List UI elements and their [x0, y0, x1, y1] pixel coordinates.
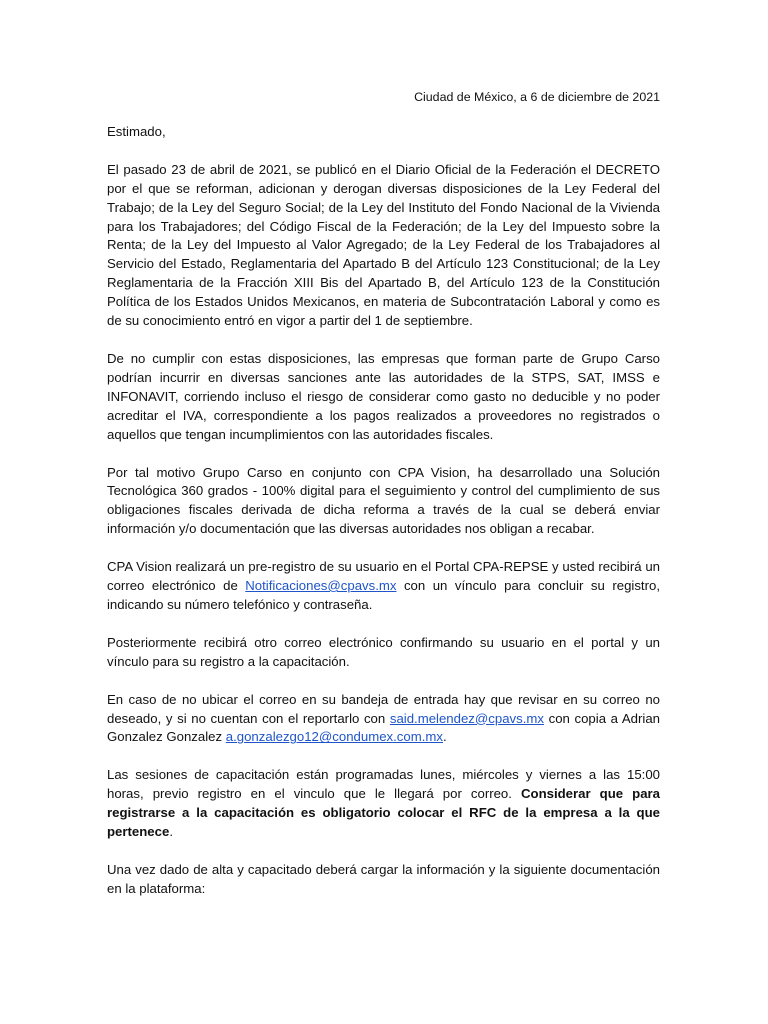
paragraph-capacitacion: [107, 766, 660, 842]
paragraph-contacto-text-3: .: [442, 729, 447, 745]
paragraph-confirmacion: Posteriormente recibirá otro correo electrónico confirmando su usuario en el portal y un vínculo para su registro a la capacitación.: [107, 634, 660, 669]
paragraph-preregistro-text-1: CPA Vision realizará un pre-registro de su usuario en el Portal CPA-REPSE y usted recibirá un correo electrónico de: [107, 559, 660, 594]
paragraph-preregistro: [107, 558, 660, 615]
paragraph-contacto: [107, 691, 660, 748]
paragraph-contacto-text-2: con copia a Adrian Gonzalez Gonzalez: [107, 710, 661, 745]
said-melendez-email-link[interactable]: said.melendez@cpavs.mx: [389, 710, 544, 726]
notificaciones-email-link[interactable]: Notificaciones@cpavs.mx: [245, 578, 397, 594]
letter-date: Ciudad de México, a 6 de diciembre de 2021: [414, 90, 660, 104]
paragraph-sanciones: De no cumplir con estas disposiciones, las empresas que forman parte de Grupo Carso podrían incurrir en diversas sanciones ante las autoridades de la STPS, SAT, IMSS e INFONAVIT, corriendo incluso el riesgo de considerar como gasto no deducible y no poder acreditar el IVA, correspondiente a los pagos realizados a proveedores no registrados o aquellos que tengan incumplimientos con las autoridades fiscales.: [107, 350, 660, 442]
paragraph-solucion: Por tal motivo Grupo Carso en conjunto con CPA Vision, ha desarrollado una Solución Tecnológica 360 grados - 100% digital para el seguimiento y control del cumplimiento de sus obligaciones fiscales derivada de dicha reforma a través de la cual se deberá enviar información y/o documentación que las diversas autoridades nos obligan a recabar.: [107, 464, 660, 537]
paragraph-contacto-text-1: En caso de no ubicar el correo en su bandeja de entrada hay que revisar en su correo no deseado, y si no cuentan con el reportarlo con: [107, 691, 660, 726]
paragraph-decreto: El pasado 23 de abril de 2021, se publicó en el Diario Oficial de la Federación el DECRETO por el que se reforman, adicionan y derogan diversas disposiciones de la Ley Federal del Trabajo; de la Ley del Seguro Social; de la Ley del Instituto del Fondo Nacional de la Vivienda para los Trabajadores; del Código Fiscal de la Federación; de la Ley del Impuesto sobre la Renta; de la Ley del Impuesto al Valor Agregado; de la Ley Federal de los Trabajadores al Servicio del Estado, Reglamentaria del Apartado B del Artículo 123 Constitucional; de la Ley Reglamentaria de la Fracción XIII Bis del Apartado B, del Artículo 123 de la Constitución Política de los Estados Unidos Mexicanos, en materia de Subcontratación Laboral y como es de su conocimiento entró en vigor a partir del 1 de septiembre.: [107, 161, 660, 329]
paragraph-capacitacion-text-2: .: [169, 824, 173, 840]
letter-greeting: Estimado,: [107, 123, 166, 139]
adrian-gonzalez-email-link[interactable]: a.gonzalezgo12@condumex.com.mx: [225, 729, 443, 745]
paragraph-preregistro-text-2: con un vínculo para concluir su registro, indicando su número telefónico y contraseña.: [107, 578, 660, 612]
rfc-requirement-note: Considerar que para registrarse a la capacitación es obligatorio colocar el RFC de la empresa a la que pertenece: [107, 786, 660, 840]
paragraph-capacitacion-text-1: Las sesiones de capacitación están programadas lunes, miércoles y viernes a las 15:00 horas, previo registro en el vinculo que le llegará por correo.: [107, 767, 660, 802]
paragraph-documentacion: Una vez dado de alta y capacitado deberá cargar la información y la siguiente documentación en la plataforma:: [107, 862, 660, 896]
letter-page: [107, 88, 660, 918]
